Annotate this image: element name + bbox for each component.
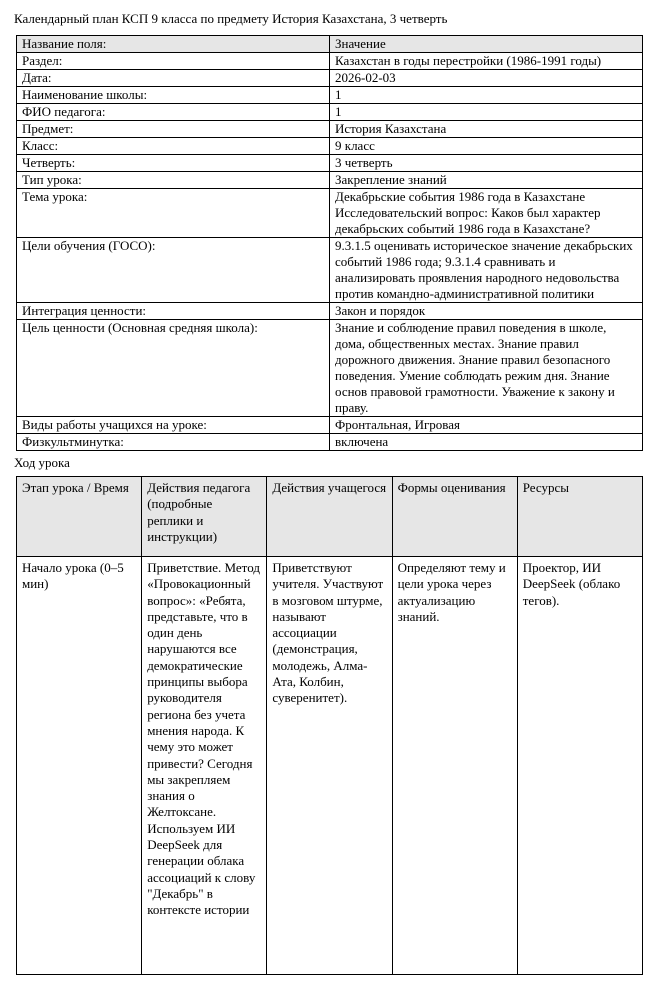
field-value: включена [330, 434, 643, 451]
table-row [17, 121, 643, 138]
field-value: Фронтальная, Игровая [330, 417, 643, 434]
field-value: 2026-02-03 [330, 70, 643, 87]
field-value: 1 [330, 87, 643, 104]
column-header-stage: Этап урока / Время [17, 477, 142, 557]
field-name: Тема урока: [17, 189, 330, 238]
table-row [17, 138, 643, 155]
field-value: 3 четверть [330, 155, 643, 172]
fields-header-name: Название поля: [17, 36, 330, 53]
field-name: Физкультминутка: [17, 434, 330, 451]
field-value: 9.3.1.5 оценивать историческое значение декабрьских событий 1986 года; 9.3.1.4 сравнивать и анализировать проявления народного недовольства против командно-административной политики [330, 238, 643, 303]
field-name: Цель ценности (Основная средняя школа): [17, 320, 330, 417]
table-row [17, 87, 643, 104]
cell-student: Приветствуют учителя. Участвуют в мозговом штурме, называют ассоциации (демонстрация, молодежь, Алма-Ата, Колбин, суверенитет). [267, 557, 392, 975]
cell-resources: Проектор, ИИ DeepSeek (облако тегов). [517, 557, 642, 975]
table-row [17, 189, 643, 238]
field-value: Закрепление знаний [330, 172, 643, 189]
column-header-resources: Ресурсы [517, 477, 642, 557]
cell-stage: Начало урока (0–5 мин) [17, 557, 142, 975]
column-header-teacher: Действия педагога (подробные реплики и инструкции) [142, 477, 267, 557]
table-row [17, 417, 643, 434]
field-name: Цели обучения (ГОСО): [17, 238, 330, 303]
field-name: Интеграция ценности: [17, 303, 330, 320]
cell-assessment: Определяют тему и цели урока через актуализацию знаний. [392, 557, 517, 975]
field-name: Тип урока: [17, 172, 330, 189]
field-name: Класс: [17, 138, 330, 155]
field-name: Предмет: [17, 121, 330, 138]
lesson-flow-title: Ход урока [14, 455, 70, 470]
table-row [17, 70, 643, 87]
column-header-assessment: Формы оценивания [392, 477, 517, 557]
table-row [17, 104, 643, 121]
field-value: Казахстан в годы перестройки (1986-1991 годы) [330, 53, 643, 70]
field-name: Раздел: [17, 53, 330, 70]
table-row [17, 155, 643, 172]
table-row [17, 238, 643, 303]
field-name: Виды работы учащихся на уроке: [17, 417, 330, 434]
field-name: Наименование школы: [17, 87, 330, 104]
table-row [17, 557, 643, 975]
fields-table [16, 35, 643, 451]
document-title: Календарный план КСП 9 класса по предмету История Казахстана, 3 четверть [14, 11, 448, 26]
field-value: 9 класс [330, 138, 643, 155]
field-value: Декабрьские события 1986 года в Казахстане Исследовательский вопрос: Каков был характер декабрьских событий 1986 года в Казахстане? [330, 189, 643, 238]
field-name: Дата: [17, 70, 330, 87]
field-name: Четверть: [17, 155, 330, 172]
field-value: История Казахстана [330, 121, 643, 138]
field-name: ФИО педагога: [17, 104, 330, 121]
lesson-flow-table [16, 476, 643, 975]
field-value: 1 [330, 104, 643, 121]
lesson-flow-header-row [17, 477, 643, 557]
column-header-student: Действия учащегося [267, 477, 392, 557]
fields-header-value: Значение [330, 36, 643, 53]
table-row [17, 303, 643, 320]
table-row [17, 320, 643, 417]
fields-header-row [17, 36, 643, 53]
cell-teacher: Приветствие. Метод «Провокационный вопрос»: «Ребята, представьте, что в один день нарушаются все демократические принципы выбора руководителя региона без учета мнения народа. К чему это может привести? Сегодня мы закрепляем знания о Желтоксане. Используем ИИ DeepSeek для генерации облака ассоциаций к слову "Декабрь" в контексте истории [142, 557, 267, 975]
table-row [17, 53, 643, 70]
field-value: Закон и порядок [330, 303, 643, 320]
table-row [17, 172, 643, 189]
table-row [17, 434, 643, 451]
field-value: Знание и соблюдение правил поведения в школе, дома, общественных местах. Знание правил дорожного движения. Знание правил безопасного поведения. Умение соблюдать режим дня. Знание основ правовой грамотности. Уважение к закону и праву. [330, 320, 643, 417]
